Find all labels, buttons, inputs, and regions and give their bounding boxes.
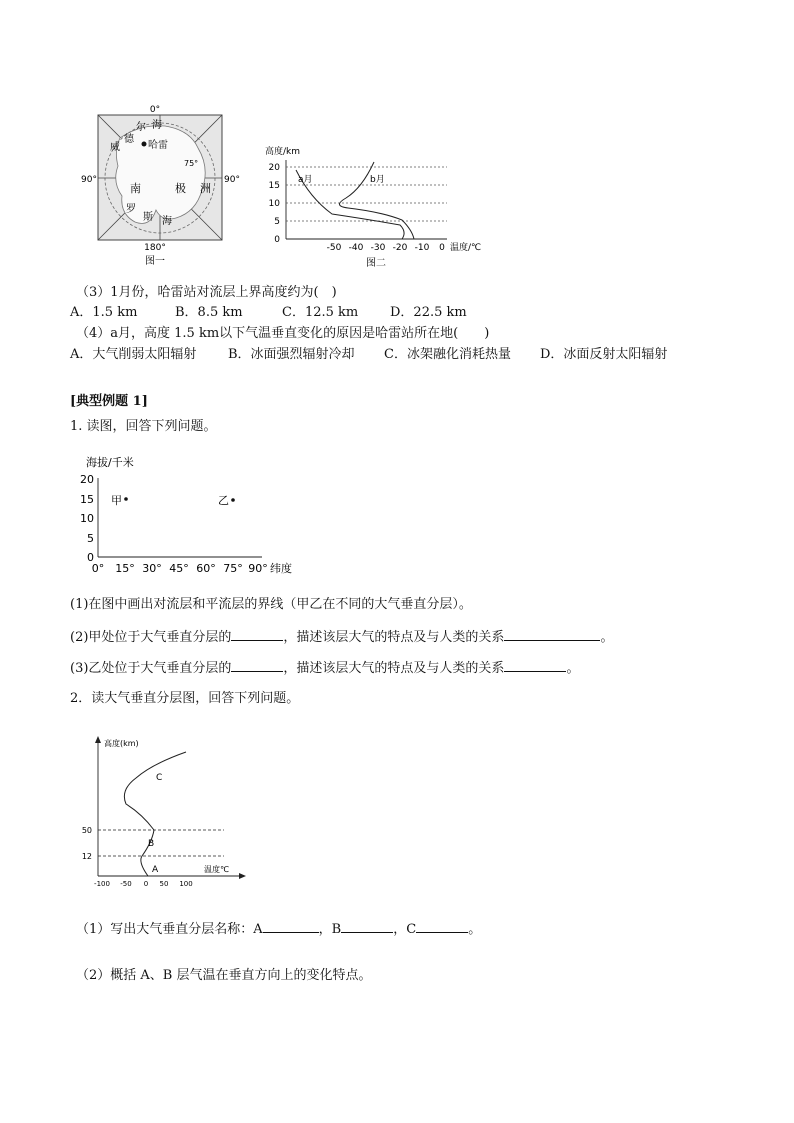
q4-option-c[interactable]: C．冰架融化消耗热量	[384, 347, 511, 362]
point-yi-label: 乙	[218, 494, 229, 507]
layer-c-label: C	[156, 773, 163, 783]
svg-text:极: 极	[175, 182, 186, 195]
svg-text:-100: -100	[94, 880, 110, 888]
q4-option-d[interactable]: D．冰面反射太阳辐射	[540, 347, 668, 362]
svg-text:0°: 0°	[149, 105, 161, 115]
svg-text:5: 5	[274, 217, 280, 227]
svg-text:0: 0	[143, 880, 149, 888]
svg-text:75°: 75°	[223, 562, 243, 575]
example-1-q3: (3)乙处位于大气垂直分层的 ，描述该层大气的特点及与人类的关系 。	[70, 661, 580, 676]
answer-blank[interactable]	[231, 659, 283, 672]
svg-text:哈雷: 哈雷	[148, 140, 168, 151]
svg-text:-20: -20	[392, 243, 408, 253]
svg-text:b月: b月	[370, 175, 385, 185]
x-ticks	[92, 562, 268, 575]
svg-text:90°: 90°	[81, 175, 97, 185]
svg-text:威: 威	[110, 142, 120, 153]
svg-text:100: 100	[179, 880, 193, 888]
svg-text:50: 50	[81, 826, 92, 835]
figure-two-caption: 图二	[366, 258, 386, 269]
layer-b-label: B	[148, 839, 155, 849]
svg-text:尔: 尔	[136, 122, 146, 133]
svg-text:20: 20	[80, 473, 94, 486]
svg-text:45°: 45°	[169, 562, 189, 575]
svg-text:高度(km): 高度(km)	[104, 739, 139, 748]
svg-text:德: 德	[124, 134, 134, 145]
svg-text:0: 0	[439, 243, 445, 253]
q3-option-a[interactable]: A．1.5 km	[70, 305, 138, 320]
svg-text:洲: 洲	[200, 182, 211, 195]
example-2-title: 2．读大气垂直分层图，回答下列问题。	[70, 691, 300, 706]
answer-blank[interactable]	[341, 920, 393, 933]
svg-text:温度℃: 温度℃	[204, 865, 229, 874]
svg-text:0: 0	[87, 551, 94, 564]
answer-blank[interactable]	[504, 659, 566, 672]
svg-text:60°: 60°	[196, 562, 216, 575]
x-ticks	[327, 243, 445, 253]
svg-text:纬度: 纬度	[270, 562, 292, 575]
example-2-q2: （2）概括 A、B 层气温在垂直方向上的变化特点。	[76, 968, 372, 983]
example-2-q1: （1）写出大气垂直分层名称：A ，B ，C 。	[76, 922, 482, 937]
y-ticks	[80, 473, 94, 564]
altitude-latitude-chart	[82, 454, 302, 576]
svg-text:海拔/千米: 海拔/千米	[86, 456, 134, 469]
svg-text:90°: 90°	[248, 562, 268, 575]
svg-text:南: 南	[130, 182, 141, 195]
svg-text:斯: 斯	[143, 212, 153, 223]
svg-text:12: 12	[81, 852, 92, 861]
answer-blank[interactable]	[231, 628, 283, 641]
svg-text:-40: -40	[348, 243, 364, 253]
q4-option-b[interactable]: B．冰面强烈辐射冷却	[228, 347, 355, 362]
temperature-profile-chart	[262, 140, 492, 275]
x-ticks	[94, 880, 193, 888]
svg-text:30°: 30°	[142, 562, 162, 575]
point-yi	[231, 498, 235, 502]
answer-blank[interactable]	[504, 628, 600, 641]
halley-station-dot	[142, 142, 147, 147]
svg-text:75°: 75°	[184, 159, 199, 168]
svg-text:15: 15	[268, 181, 280, 191]
svg-text:罗: 罗	[126, 204, 136, 215]
curve-b-month	[339, 162, 414, 239]
svg-text:15°: 15°	[115, 562, 135, 575]
svg-text:5: 5	[87, 532, 94, 545]
q4-option-a[interactable]: A．大气削弱太阳辐射	[70, 347, 197, 362]
svg-text:a月: a月	[298, 175, 313, 185]
point-jia	[124, 497, 128, 501]
polar-map	[80, 100, 250, 275]
svg-text:10: 10	[80, 512, 94, 525]
svg-text:海: 海	[152, 120, 162, 131]
q3-option-d[interactable]: D．22.5 km	[390, 305, 467, 320]
question-3-stem: （3）1月份，哈雷站对流层上界高度约为( )	[76, 285, 337, 300]
example-1-title: 1. 读图，回答下列问题。	[70, 419, 217, 434]
temperature-curve	[124, 752, 186, 876]
example-1-q1: (1)在图中画出对流层和平流层的界线（甲乙在不同的大气垂直分层）。	[70, 597, 472, 612]
q3-option-b[interactable]: B．8.5 km	[175, 305, 243, 320]
answer-blank[interactable]	[263, 920, 319, 933]
figure-one-caption: 图一	[145, 256, 165, 267]
example-1-q2: (2)甲处位于大气垂直分层的 ，描述该层大气的特点及与人类的关系 。	[70, 630, 614, 645]
svg-text:-50: -50	[326, 243, 342, 253]
svg-text:高度/km: 高度/km	[265, 147, 301, 157]
svg-text:-50: -50	[120, 880, 132, 888]
svg-text:15: 15	[80, 493, 94, 506]
svg-text:20: 20	[268, 163, 280, 173]
layer-a-label: A	[152, 865, 159, 875]
svg-text:90°: 90°	[224, 175, 240, 185]
svg-text:0: 0	[274, 235, 280, 245]
svg-text:180°: 180°	[144, 243, 166, 253]
atmosphere-layer-chart	[82, 734, 252, 890]
svg-text:-10: -10	[414, 243, 430, 253]
svg-text:10: 10	[268, 199, 280, 209]
svg-text:-30: -30	[370, 243, 386, 253]
svg-text:50: 50	[159, 880, 169, 888]
q3-option-c[interactable]: C．12.5 km	[282, 305, 359, 320]
question-4-stem: （4）a月，高度 1.5 km以下气温垂直变化的原因是哈雷站所在地( )	[76, 326, 490, 341]
figure-one	[80, 100, 250, 275]
svg-text:温度/℃: 温度/℃	[450, 243, 482, 253]
point-jia-label: 甲	[111, 494, 122, 507]
y-ticks	[269, 163, 281, 245]
svg-text:海: 海	[162, 216, 172, 227]
answer-blank[interactable]	[416, 920, 468, 933]
figure-two	[262, 140, 492, 275]
section-title: [典型例题 1]	[70, 394, 148, 409]
svg-text:0°: 0°	[91, 562, 105, 575]
